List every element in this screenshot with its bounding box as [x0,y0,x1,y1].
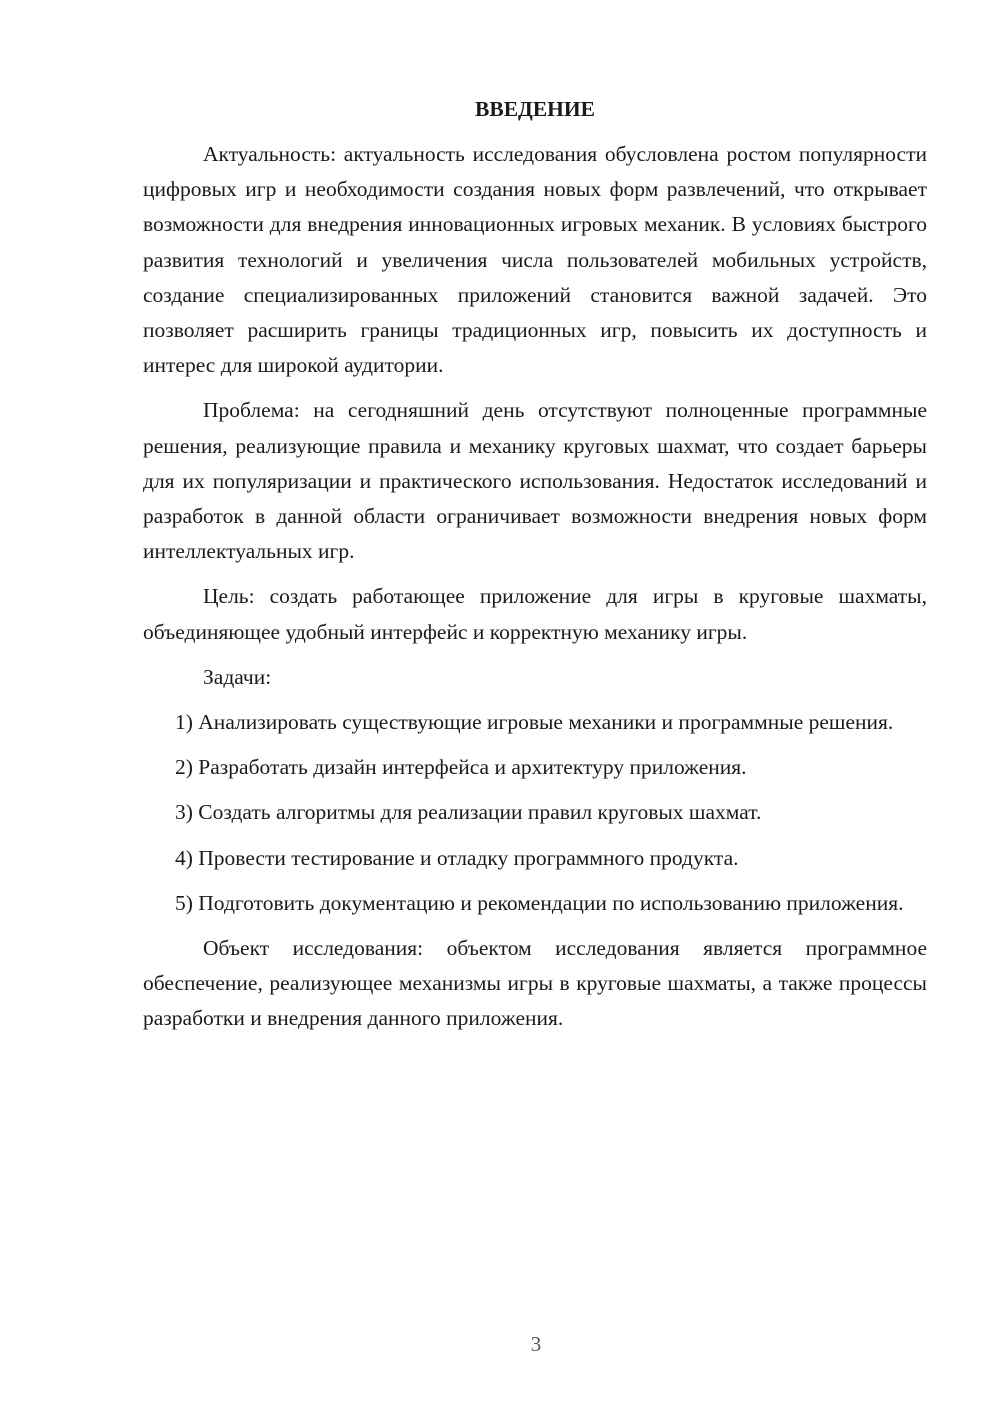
task-item: 4) Провести тестирование и отладку программного продукта. [175,845,739,870]
tasks-heading: Задачи: [203,664,272,689]
document-body [143,92,927,1047]
task-item: 5) Подготовить документацию и рекомендации по использованию приложения. [175,890,904,915]
task-item: 1) Анализировать существующие игровые механики и программные решения. [175,710,894,735]
paragraph-goal: Цель: создать работающее приложение для игры в круговые шахматы, объединяющее удобный интерфейс и корректную механику игры. [143,584,927,644]
task-item: 3) Создать алгоритмы для реализации правил круговых шахмат. [175,800,762,825]
paragraph-object: Объект исследования: объектом исследования является программное обеспечение, реализующее механизмы игры в круговые шахматы, а также процессы разработки и внедрения данного приложения. [143,936,927,1031]
paragraph-problem: Проблема: на сегодняшний день отсутствуют полноценные программные решения, реализующие правила и механику круговых шахмат, что создает барьеры для их популяризации и практического использования. Недостаток исследований и разработок в данной области ограничивает возможности внедрения новых форм интеллектуальных игр. [143,398,927,564]
task-item: 2) Разработать дизайн интерфейса и архитектуру приложения. [175,755,747,780]
section-title: ВВЕДЕНИЕ [475,97,595,121]
page-number: 3 [530,1332,542,1356]
paragraph-relevance: Актуальность: актуальность исследования обусловлена ростом популярности цифровых игр и необходимости создания новых форм развлечений, что открывает возможности для внедрения инновационных игровых механик. В условиях быстрого развития технологий и увеличения числа пользователей мобильных устройств, создание специализированных приложений становится важной задачей. Это позволяет расширить границы традиционных игр, повысить их доступность и интерес для широкой аудитории. [143,142,927,378]
